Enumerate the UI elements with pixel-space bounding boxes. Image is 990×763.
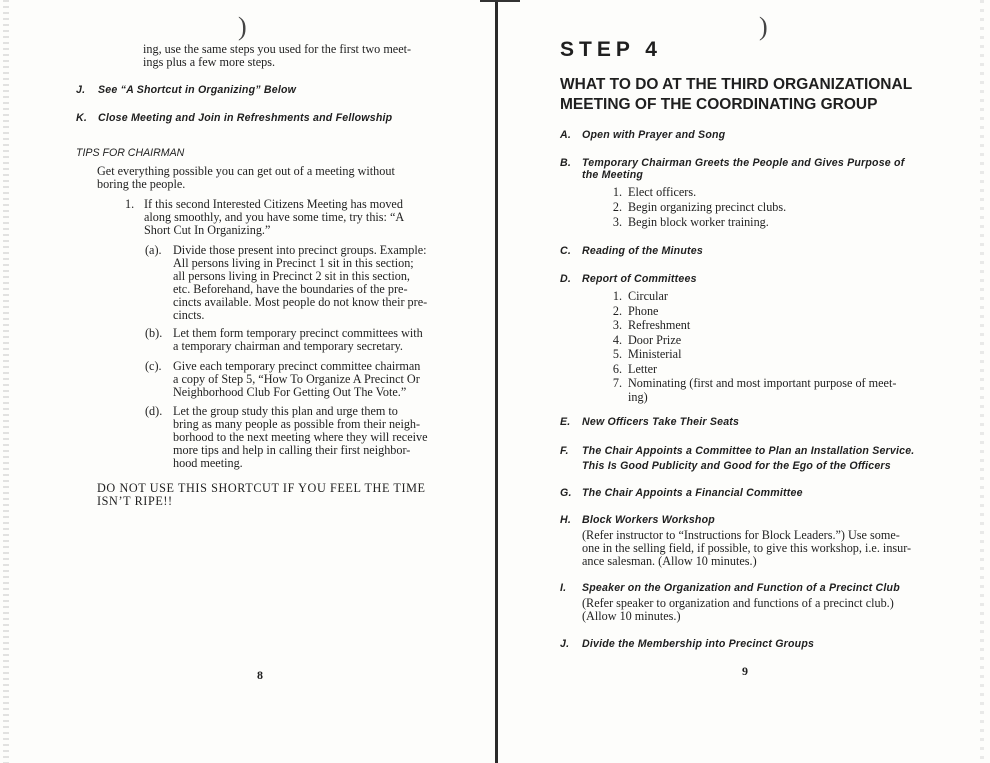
item-h-body [582, 529, 982, 568]
item-e [560, 416, 739, 428]
list-number: 1. [612, 289, 622, 303]
subitem-line: more tips and help in calling their first neighbor- [173, 443, 411, 457]
list-number: 2. [612, 200, 622, 214]
subitem-a [145, 244, 460, 322]
list-text: Nominating (first and most important purpose of meet- [628, 376, 897, 390]
list-number: 3. [612, 215, 622, 229]
item-letter: C. [560, 245, 571, 257]
intro-line: ings plus a few more steps. [143, 55, 276, 69]
item-i-body [582, 597, 982, 623]
subitem-c [145, 360, 460, 399]
punch-mark: ) [759, 12, 768, 41]
item-letter: H. [560, 514, 571, 526]
subitem-line: a temporary chairman and temporary secretary. [173, 339, 403, 353]
step-title: STEP 4 [560, 38, 662, 61]
subitem-line: Give each temporary precinct committee chairman [173, 359, 421, 373]
list-number: 2. [612, 303, 622, 318]
list-item [603, 304, 943, 319]
item-letter: J. [560, 638, 570, 650]
item-f [560, 444, 985, 474]
body-line: ance salesman. (Allow 10 minutes.) [582, 554, 757, 568]
warning-line: DO NOT USE THIS SHORTCUT IF YOU FEEL THE TIME [97, 481, 426, 495]
subitem-line: Let them form temporary precinct committees with [173, 326, 423, 340]
punch-mark: ) [238, 12, 247, 41]
subitem-line: Divide those present into precinct groups. Example: [173, 243, 427, 257]
intro-line: ing, use the same steps you used for the first two meet- [143, 42, 412, 56]
tips-intro-line: boring the people. [97, 177, 186, 191]
item-letter: G. [560, 487, 572, 499]
page-subtitle [560, 75, 980, 115]
list-text: Begin block worker training. [628, 215, 769, 229]
intro-continuation [143, 43, 463, 69]
list-item [603, 376, 943, 391]
item-a [560, 129, 725, 141]
subtitle-line: WHAT TO DO AT THE THIRD ORGANIZATIONAL [560, 76, 913, 93]
tips-intro [97, 165, 457, 191]
list-text: Elect officers. [628, 185, 697, 199]
item-title: Speaker on the Organization and Function of a Precinct Club [582, 582, 900, 594]
subitem-line: bring as many people as possible from their neigh- [173, 417, 421, 431]
item-letter: K. [76, 112, 87, 124]
item-title: Divide the Membership into Precinct Groups [582, 638, 815, 650]
subitem-line: etc. Beforehand, have the boundaries of the pre- [173, 282, 408, 296]
page-number-right: 9 [742, 664, 748, 678]
shortcut-warning [97, 482, 467, 508]
list-text: Door Prize [628, 332, 682, 347]
list-item [603, 186, 903, 199]
subitem-b [145, 327, 460, 353]
tip-number: 1. [125, 197, 135, 211]
list-text: Circular [628, 289, 668, 303]
item-k [76, 112, 392, 124]
list-number: 4. [612, 332, 622, 347]
right-page [497, 0, 990, 763]
list-item [603, 347, 943, 362]
item-b [560, 157, 980, 181]
item-title-line: This Is Good Publicity and Good for the Ego of the Officers [582, 460, 891, 472]
item-letter: E. [560, 416, 571, 428]
item-h [560, 514, 715, 526]
tips-heading: TIPS FOR CHAIRMAN [76, 147, 185, 159]
subitem-line: cincts available. Most people do not know their pre- [173, 295, 428, 309]
list-text: Letter [628, 361, 658, 376]
subitem-line: all persons living in Precinct 2 sit in this section, [173, 269, 410, 283]
subitem-line: borhood to the next meeting where they will receive [173, 430, 428, 444]
list-number: 7. [612, 376, 622, 390]
item-j-right [560, 638, 814, 650]
item-title-line: The Chair Appoints a Committee to Plan an Installation Service. [582, 445, 915, 457]
item-title: Block Workers Workshop [582, 514, 715, 526]
item-title-line: Temporary Chairman Greets the People and Gives Purpose of [582, 157, 905, 169]
list-text: Ministerial [628, 347, 682, 361]
item-i [560, 582, 900, 594]
item-c [560, 245, 703, 257]
item-d-list [603, 289, 943, 403]
tip-1 [125, 198, 455, 237]
subitem-line: All persons living in Precinct 1 sit in this section; [173, 256, 414, 270]
subitem-line: hood meeting. [173, 456, 243, 470]
subitem-label: (c). [145, 359, 162, 373]
subitem-line: cincts. [173, 308, 205, 322]
item-title: Close Meeting and Join in Refreshments and Fellowship [98, 112, 393, 124]
item-letter: D. [560, 273, 571, 285]
list-item [603, 216, 903, 229]
list-number: 3. [612, 318, 622, 332]
item-d [560, 273, 697, 285]
item-title: See “A Shortcut in Organizing” Below [98, 84, 297, 96]
subtitle-line: MEETING OF THE COORDINATING GROUP [560, 96, 878, 113]
subitem-line: a copy of Step 5, “How To Organize A Precinct Or [173, 372, 420, 386]
tip-line: along smoothly, and you have some time, try this: “A [144, 210, 405, 224]
item-letter: I. [560, 582, 567, 594]
subitem-label: (a). [145, 243, 162, 257]
item-letter: A. [560, 129, 571, 141]
item-title: Reading of the Minutes [582, 245, 703, 257]
item-g [560, 487, 803, 499]
tip-line: Short Cut In Organizing.” [144, 223, 271, 237]
body-line: one in the selling field, if possible, to give this workshop, i.e. insur- [582, 541, 912, 555]
list-item [603, 333, 943, 348]
list-item [603, 318, 943, 333]
item-j [76, 84, 296, 96]
subitem-d [145, 405, 460, 470]
item-title: New Officers Take Their Seats [582, 416, 740, 428]
body-line: (Allow 10 minutes.) [582, 609, 681, 623]
list-item [603, 289, 943, 304]
item-title: Open with Prayer and Song [582, 129, 726, 141]
list-text: Begin organizing precinct clubs. [628, 200, 787, 214]
tip-line: If this second Interested Citizens Meeting has moved [144, 197, 403, 211]
list-number: 6. [612, 361, 622, 376]
list-number: 5. [612, 347, 622, 361]
list-text: Refreshment [628, 318, 691, 332]
list-item [603, 362, 943, 377]
subitem-line: Neighborhood Club For Getting Out The Vote.” [173, 385, 407, 399]
list-text: Phone [628, 303, 659, 318]
body-line: (Refer speaker to organization and functions of a precinct club.) [582, 596, 894, 610]
warning-line: ISN’T RIPE!! [97, 494, 173, 508]
subitem-label: (d). [145, 404, 163, 418]
item-b-list [603, 186, 903, 229]
list-item [603, 201, 903, 214]
subitem-line: Let the group study this plan and urge them to [173, 404, 398, 418]
subitem-label: (b). [145, 326, 163, 340]
item-title: The Chair Appoints a Financial Committee [582, 487, 803, 499]
item-letter: B. [560, 157, 571, 169]
item-letter: F. [560, 445, 569, 457]
item-letter: J. [76, 84, 86, 96]
tips-intro-line: Get everything possible you can get out of a meeting without [97, 164, 395, 178]
item-title-line: the Meeting [582, 169, 644, 181]
list-number: 1. [612, 185, 622, 199]
body-line: (Refer instructor to “Instructions for Block Leaders.”) Use some- [582, 528, 900, 542]
page-number-left: 8 [257, 668, 263, 682]
list-continuation: ing) [628, 389, 648, 404]
item-title: Report of Committees [582, 273, 697, 285]
